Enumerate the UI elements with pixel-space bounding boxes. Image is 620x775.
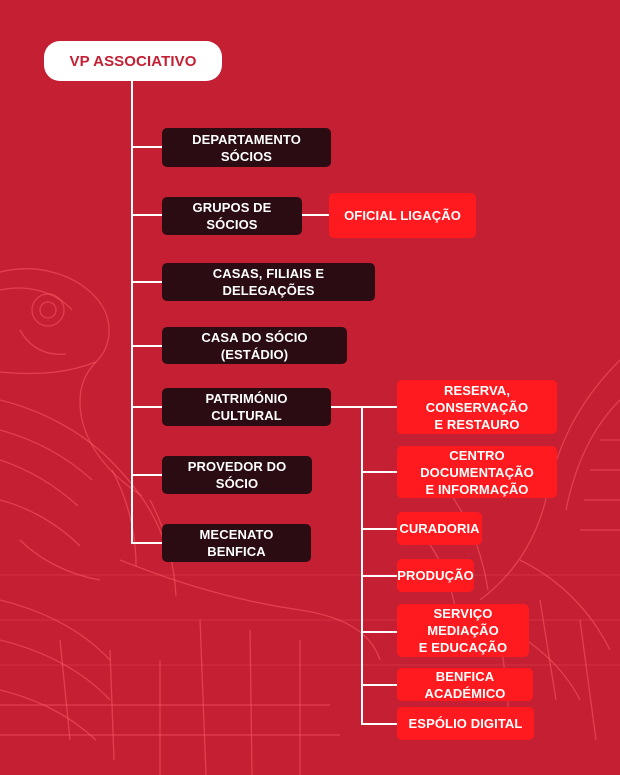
node-casas-filiais-delegacoes	[162, 263, 375, 301]
node-label-line1: ESPÓLIO DIGITAL	[408, 716, 523, 731]
root-label: VP ASSOCIATIVO	[69, 52, 197, 70]
node-label-line2: E INFORMAÇÃO	[425, 481, 529, 497]
grupos-to-oficial-line	[301, 214, 330, 216]
sub-branch-espolio	[361, 723, 398, 725]
node-reserva-conservacao	[397, 380, 557, 434]
node-grupos-de-socios	[162, 197, 302, 235]
node-mecenato-benfica	[162, 524, 311, 562]
node-benfica-academico	[397, 668, 533, 701]
node-label: PATRIMÓNIO CULTURAL	[205, 391, 288, 423]
node-casa-do-socio	[162, 327, 347, 364]
node-label: CASAS, FILIAIS E DELEGAÇÕES	[212, 266, 325, 298]
node-label: PROVEDOR DO SÓCIO	[187, 459, 287, 491]
node-curadoria	[397, 512, 482, 545]
node-label: MECENATO BENFICA	[199, 527, 274, 559]
branch-line-patrimonio	[131, 406, 162, 408]
node-oficial-ligacao	[329, 193, 476, 238]
sub-branch-curadoria	[361, 528, 398, 530]
branch-line-casas	[131, 281, 162, 283]
node-label-line1: BENFICA ACADÉMICO	[424, 668, 506, 701]
node-label: OFICIAL LIGAÇÃO	[344, 208, 461, 223]
branch-line-grupos	[131, 214, 162, 216]
node-provedor-do-socio	[162, 456, 312, 494]
patrimonio-trunk-line	[361, 406, 363, 724]
node-departamento-socios	[162, 128, 331, 167]
node-label-line1: PRODUÇÃO	[397, 568, 474, 583]
sub-branch-producao	[361, 575, 398, 577]
node-label: GRUPOS DE SÓCIOS	[192, 200, 272, 232]
node-label-line1: SERVIÇO MEDIAÇÃO	[427, 606, 499, 638]
node-label-line1: CURADORIA	[399, 521, 480, 536]
branch-line-provedor	[131, 474, 162, 476]
node-label-line2: E RESTAURO	[434, 416, 520, 432]
node-espolio-digital	[397, 707, 534, 740]
node-label: DEPARTAMENTO SÓCIOS	[192, 131, 301, 164]
sub-branch-servico	[361, 631, 398, 633]
node-label-line1: CENTRO DOCUMENTAÇÃO	[420, 447, 534, 480]
node-producao	[397, 559, 474, 592]
branch-line-casa-socio	[131, 345, 162, 347]
root-node	[44, 41, 222, 81]
node-label-line1: RESERVA, CONSERVAÇÃO	[425, 382, 529, 415]
node-centro-documentacao	[397, 446, 557, 498]
sub-branch-centro	[361, 471, 398, 473]
branch-line-mecenato	[131, 542, 162, 544]
branch-line-departamento	[131, 146, 162, 148]
node-label: CASA DO SÓCIO (ESTÁDIO)	[201, 329, 308, 362]
node-servico-mediacao	[397, 604, 529, 657]
sub-branch-reserva	[361, 406, 398, 408]
node-patrimonio-cultural	[162, 388, 331, 426]
node-label-line2: E EDUCAÇÃO	[418, 640, 508, 655]
sub-branch-benfica-academico	[361, 684, 398, 686]
